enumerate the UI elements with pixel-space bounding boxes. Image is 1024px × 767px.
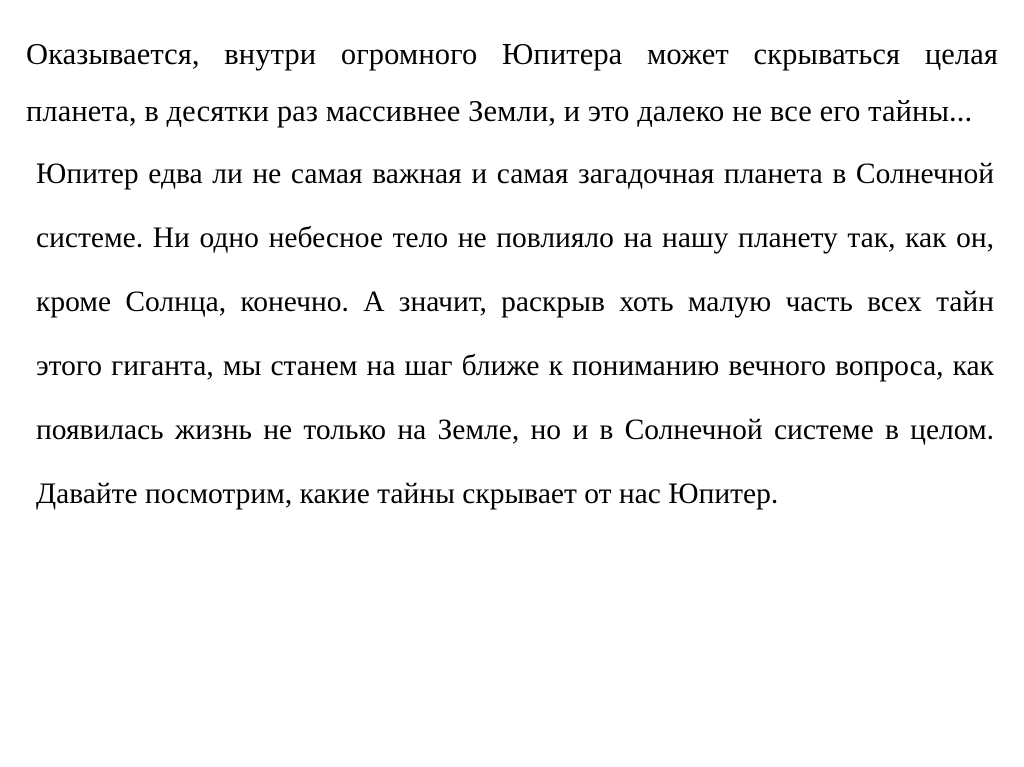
- body-paragraph: Юпитер едва ли не самая важная и самая загадочная планета в Солнечной системе. Ни одно небесное тело не повлияло на нашу планету так, как он, кроме Солнца, конечно. А значит, раскрыв хоть малую часть всех тайн этого гиганта, мы станем на шаг ближе к пониманию вечного вопроса, как появилась жизнь не только на Земле, но и в Солнечной системе в целом. Давайте посмотрим, какие тайны скрывает от нас Юпитер.: [36, 158, 994, 510]
- lead-paragraph: Оказывается, внутри огромного Юпитера может скрываться целая планета, в десятки раз массивнее Земли, и это далеко не все его тайны...: [26, 37, 998, 128]
